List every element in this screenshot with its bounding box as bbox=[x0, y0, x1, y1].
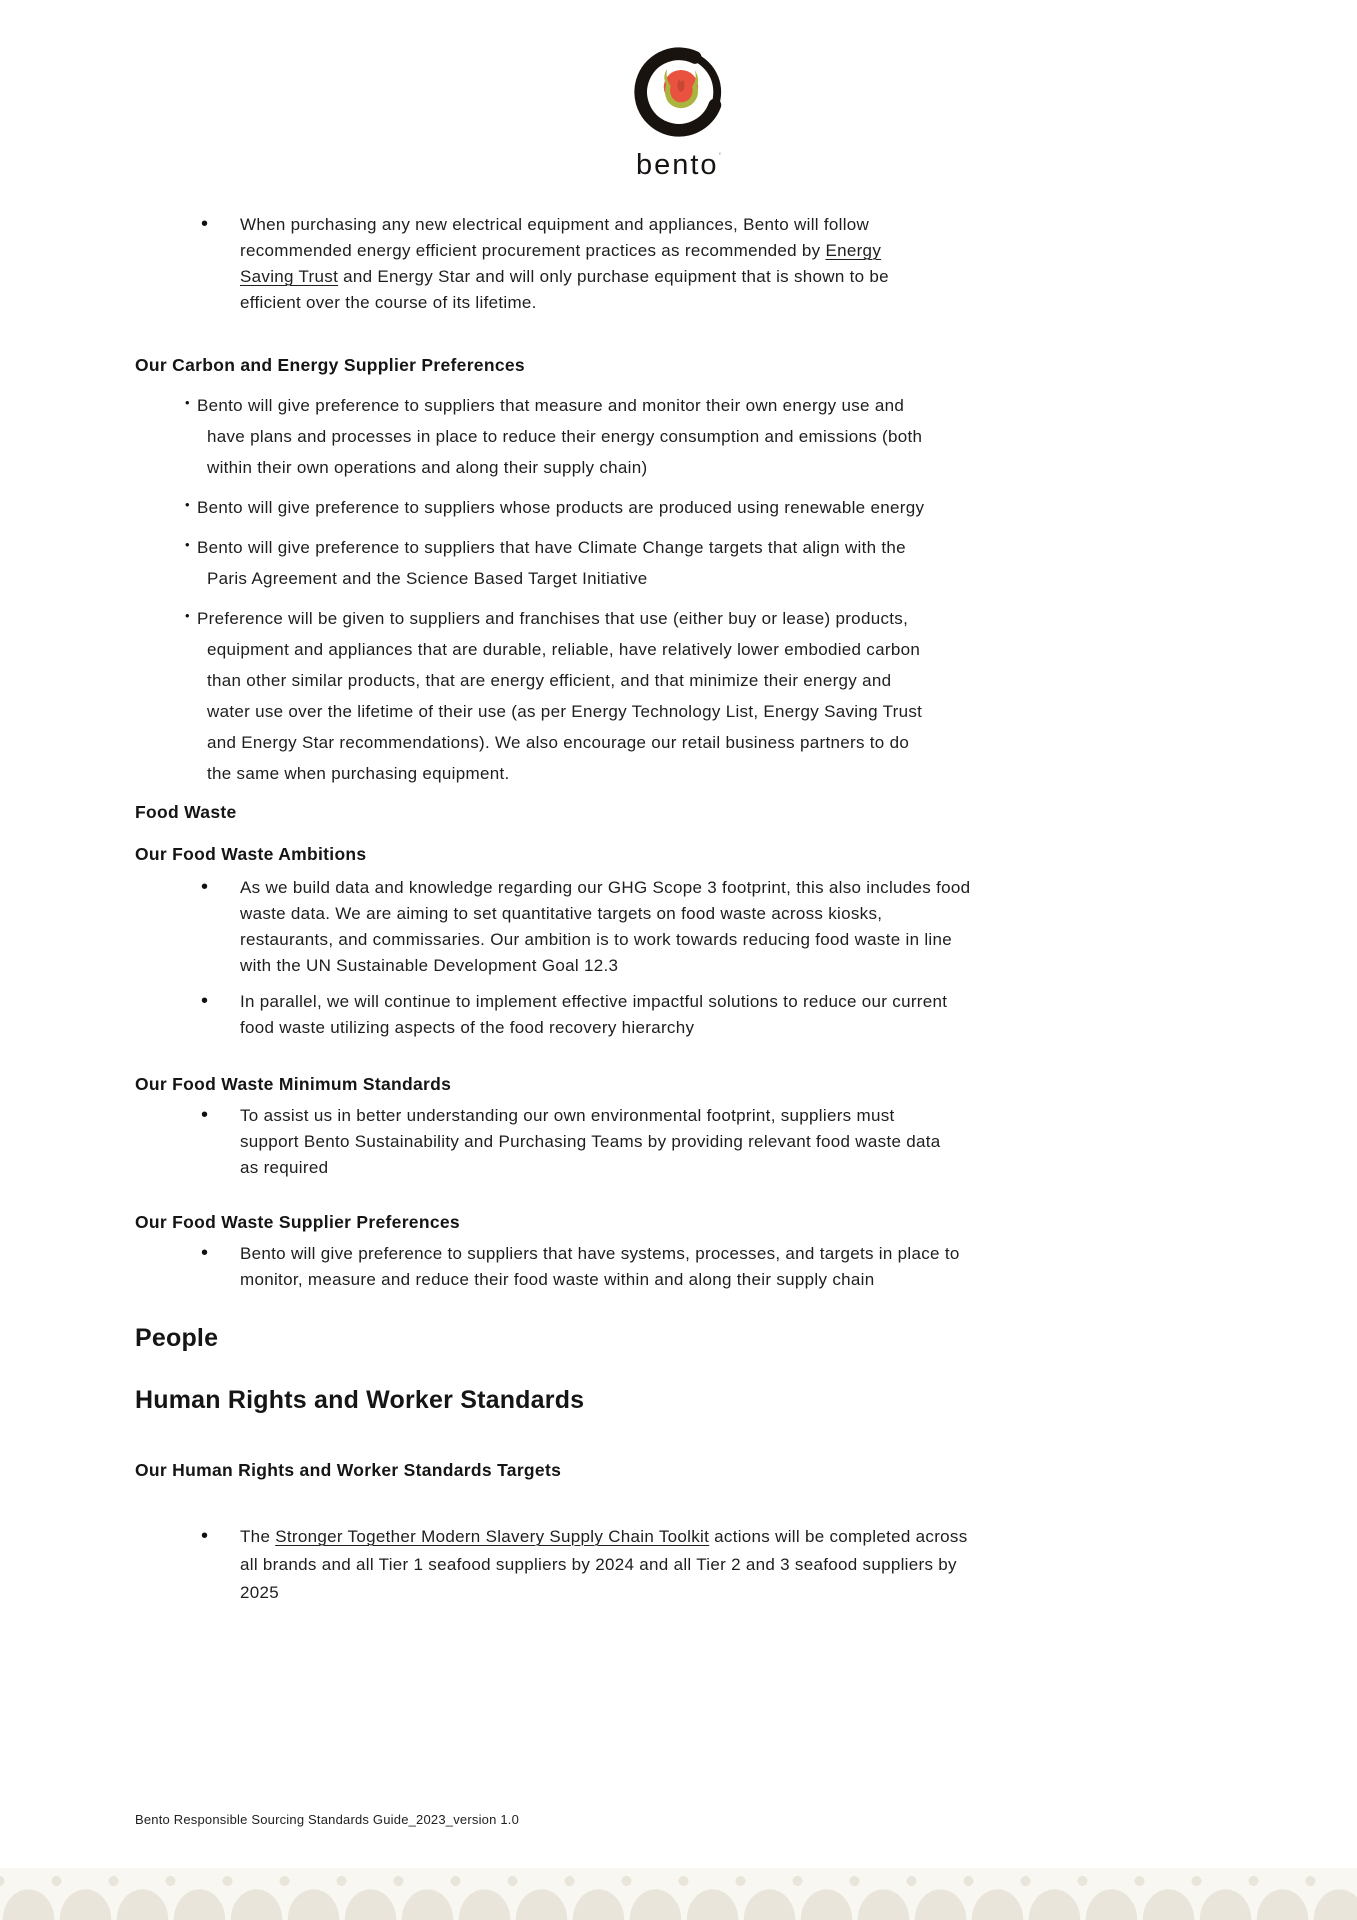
food-waste-supplier-preferences-bullet-list bbox=[135, 1241, 1297, 1293]
bento-logo bbox=[0, 0, 1357, 180]
section-heading-food-waste: Food Waste bbox=[135, 802, 237, 822]
brand-text: bento bbox=[635, 149, 719, 181]
food-waste-minimum-standards-bullet-list bbox=[135, 1103, 1297, 1181]
brand-wordmark bbox=[0, 142, 1357, 180]
bullet-item: • In parallel, we will continue to implement effective impactful solutions to reduce our current food waste utilizing aspects of the food recovery hierarchy bbox=[135, 989, 975, 1041]
bullet-text: actions will be completed across all brands and all Tier 1 seafood suppliers by 2024 and all Tier 2 and 3 seafood suppliers by 2025 bbox=[240, 1527, 968, 1602]
section-heading-people: People bbox=[135, 1324, 219, 1352]
bullet-item bbox=[135, 212, 920, 316]
enso-circle-icon bbox=[630, 44, 728, 142]
bullet-item bbox=[135, 1523, 990, 1607]
section-heading-food-waste-minimum-standards: Our Food Waste Minimum Standards bbox=[135, 1074, 452, 1094]
bullet-text: The bbox=[240, 1527, 276, 1546]
intro-bullet-list bbox=[135, 212, 1297, 316]
bullet-text: and Energy Star and will only purchase equipment that is shown to be efficient over the course of its lifetime. bbox=[240, 267, 889, 312]
food-waste-ambitions-bullet-list bbox=[135, 875, 1297, 1041]
section-heading-human-rights-targets: Our Human Rights and Worker Standards Targets bbox=[135, 1460, 562, 1480]
bullet-item: • To assist us in better understanding our own environmental footprint, suppliers must support Bento Sustainability and Purchasing Teams by providing relevant food waste data as required bbox=[135, 1103, 945, 1181]
decorative-border bbox=[0, 1868, 1357, 1920]
section-heading-food-waste-ambitions: Our Food Waste Ambitions bbox=[135, 844, 367, 864]
document-content bbox=[0, 212, 1357, 1607]
bullet-item: • Preference will be given to suppliers and franchises that use (either buy or lease) products, equipment and appliances that are durable, reliable, have relatively lower embodied carbon than other similar products, that are energy efficient, and that minimize their energy and water use over the lifetime of their use (as per Energy Technology List, Energy Saving Trust and Energy Star recommendations). We also encourage our retail business partners to do the same when purchasing equipment. bbox=[135, 603, 937, 789]
human-rights-bullet-list bbox=[135, 1523, 1297, 1607]
bullet-item: • Bento will give preference to suppliers whose products are produced using renewable energy bbox=[135, 492, 937, 523]
bullet-item: • Bento will give preference to suppliers that have systems, processes, and targets in place to monitor, measure and reduce their food waste within and along their supply chain bbox=[135, 1241, 1025, 1293]
bullet-item: • Bento will give preference to suppliers that have Climate Change targets that align with the Paris Agreement and the Science Based Target Initiative bbox=[135, 532, 937, 594]
energy-saving-trust-link[interactable]: Energy Saving Trust bbox=[240, 241, 882, 286]
stronger-together-toolkit-link[interactable]: Stronger Together Modern Slavery Supply Chain Toolkit bbox=[275, 1527, 710, 1546]
brand-trademark: ’ bbox=[718, 151, 722, 163]
carbon-bullet-list bbox=[135, 390, 1297, 789]
section-heading-human-rights-worker-standards: Human Rights and Worker Standards bbox=[135, 1386, 585, 1414]
bullet-text: When purchasing any new electrical equipment and appliances, Bento will follow recommended energy efficient procurement practices as recommended by bbox=[240, 215, 870, 260]
bullet-item: • Bento will give preference to suppliers that measure and monitor their own energy use and have plans and processes in place to reduce their energy consumption and emissions (both within their own operations and along their supply chain) bbox=[135, 390, 937, 483]
bullet-item: • As we build data and knowledge regarding our GHG Scope 3 footprint, this also includes food waste data. We are aiming to set quantitative targets on food waste across kiosks, restaurants, and commissaries. Our ambition is to work towards reducing food waste in line with the UN Sustainable Development Goal 12.3 bbox=[135, 875, 975, 979]
page-footer-text: Bento Responsible Sourcing Standards Guide_2023_version 1.0 bbox=[135, 1812, 519, 1827]
section-heading-food-waste-supplier-preferences: Our Food Waste Supplier Preferences bbox=[135, 1212, 460, 1232]
section-heading-carbon-energy-supplier-preferences: Our Carbon and Energy Supplier Preferences bbox=[135, 355, 525, 375]
